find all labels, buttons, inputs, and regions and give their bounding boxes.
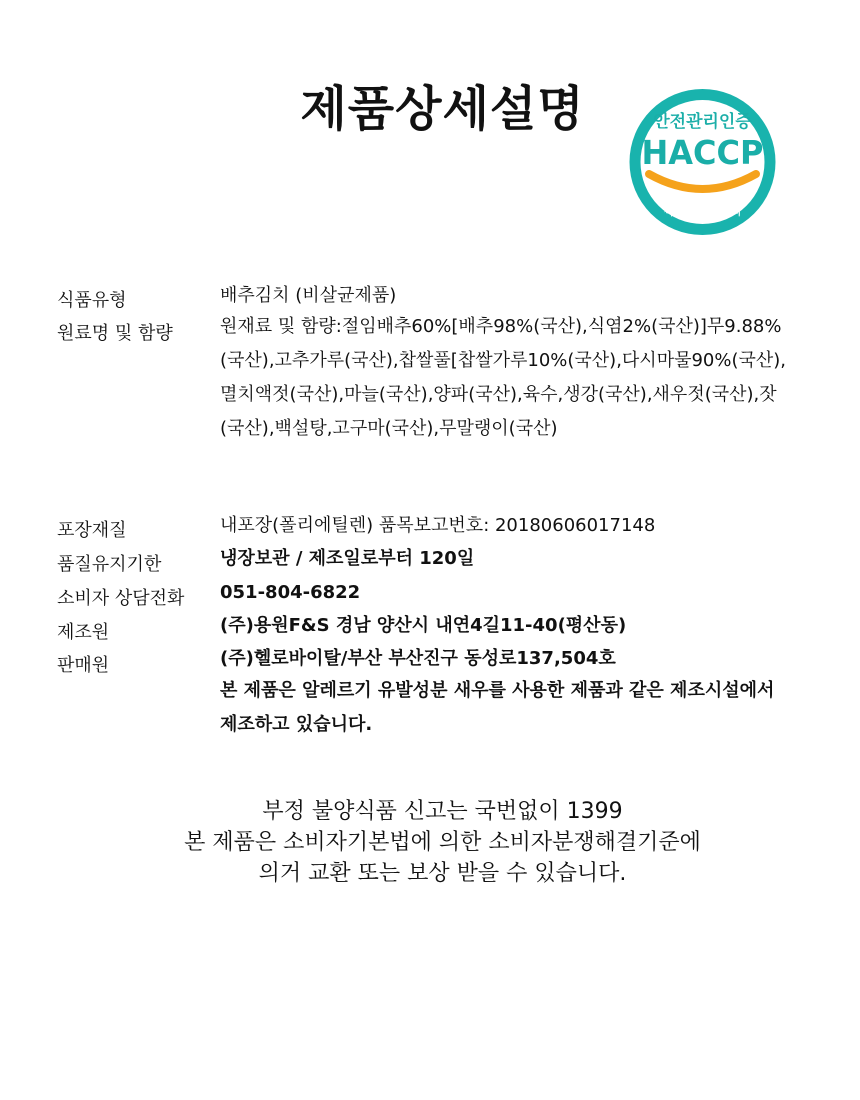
page-title: 제품상세설명 — [300, 81, 585, 137]
label-manufacturer: 제조원 — [57, 622, 110, 643]
value-manufacturer: (주)용원F&S 경남 양산시 내연4길11-40(평산동) — [220, 615, 627, 636]
badge-top-text: 안전관리인증 — [653, 112, 752, 132]
value-shelf-life: 냉장보관 / 제조일로부터 120일 — [220, 548, 475, 569]
notice-line-3: 의거 교환 또는 보상 받을 수 있습니다. — [258, 861, 627, 886]
value-seller: (주)헬로바이탈/부산 부산진구 동성로137,504호 — [220, 648, 616, 669]
badge-bottom-text: 식품의약품안전처 — [663, 207, 742, 218]
value-ingredients: 원재료 및 함량:절임배추60%[배추98%(국산),식염2%(국산)]무9.88%(국산),고추가루(국산),찹쌀풀[찹쌀가루10%(국산),다시마물90%(국산),멸치액젓(국산),마늘(국산),양파(국산),육수,생강(국산),새우젓(국산),잣(국산),백설탕,고구마(국산),무말랭이(국산) — [220, 316, 787, 439]
label-shelf-life: 품질유지기한 — [57, 554, 162, 575]
label-phone: 소비자 상담전화 — [57, 588, 185, 609]
notice-line-1: 부정 불양식품 신고는 국번없이 1399 — [262, 799, 623, 824]
haccp-certification-badge — [621, 87, 784, 237]
value-phone: 051-804-6822 — [220, 582, 361, 603]
value-packaging: 내포장(폴리에틸렌) 품목보고번호: 20180606017148 — [220, 515, 656, 536]
label-packaging: 포장재질 — [57, 520, 127, 541]
value-food-type: 배추김치 (비살균제품) — [220, 285, 397, 306]
badge-main-text: HACCP — [641, 133, 764, 172]
label-food-type: 식품유형 — [57, 290, 127, 311]
consumer-notice — [0, 796, 860, 889]
label-ingredients: 원료명 및 함량 — [57, 323, 173, 344]
label-seller: 판매원 — [57, 655, 110, 676]
allergy-note: 본 제품은 알레르기 유발성분 새우를 사용한 제품과 같은 제조시설에서 제조하고 있습니다. — [220, 680, 775, 735]
notice-line-2: 본 제품은 소비자기본법에 의한 소비자분쟁해결기준에 — [184, 830, 701, 855]
